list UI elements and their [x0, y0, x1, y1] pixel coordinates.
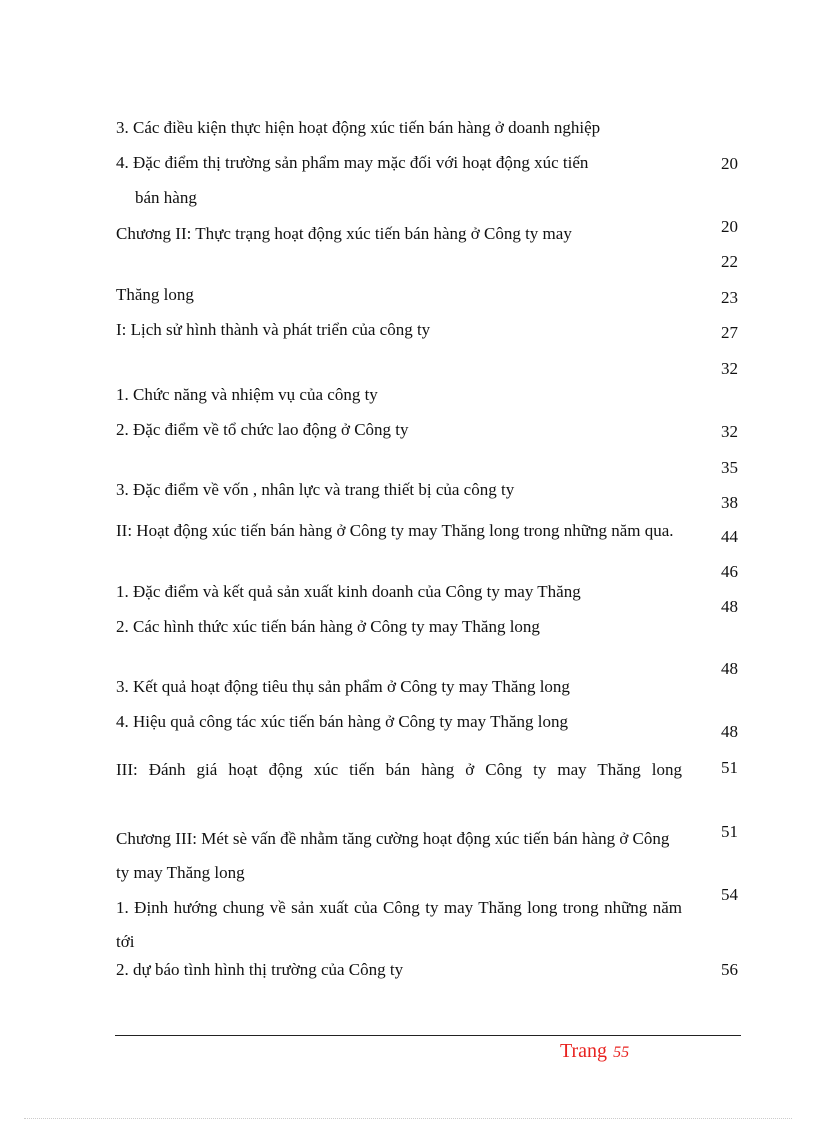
page-number: 46 [721, 562, 738, 581]
page-number: 32 [721, 359, 738, 378]
page-number: 35 [721, 458, 738, 477]
toc-entry: 3. Các điều kiện thực hiện hoạt động xúc tiến bán hàng ở doanh nghiệp [116, 118, 601, 137]
page-number: 56 [721, 960, 738, 979]
toc-entry: 1. Định hướng chung về sản xuất của Công ty may Thăng long trong những năm tới [116, 898, 682, 951]
toc-entry: III: Đánh giá hoạt động xúc tiến bán hàng ở Công ty may Thăng long [116, 760, 682, 779]
toc-entry: Thăng long [116, 285, 194, 304]
page-number: 51 [721, 822, 738, 841]
page-number: 23 [721, 288, 738, 307]
page-number: 20 [721, 154, 738, 173]
toc-entry: 4. Đặc điểm thị trường sản phẩm may mặc đối với hoạt động xúc tiến [116, 153, 589, 172]
page-number: 48 [721, 597, 738, 616]
page-number: 48 [721, 722, 738, 741]
page-number: 32 [721, 422, 738, 441]
page-number: 27 [721, 323, 738, 342]
page-number: 20 [721, 217, 738, 236]
toc-entry: 1. Đặc điểm và kết quả sản xuất kinh doanh của Công ty may Thăng [116, 582, 581, 601]
page-number: 44 [721, 527, 738, 546]
page-number: 51 [721, 758, 738, 777]
page-footer [560, 1040, 629, 1063]
footer-page-number: 55 [613, 1044, 630, 1061]
page-number: 48 [721, 659, 738, 678]
toc-entry: 2. dự báo tình hình thị trường của Công ty [116, 960, 404, 979]
footer-label: Trang [560, 1040, 608, 1062]
page-number: 22 [721, 252, 738, 271]
toc-entry: 1. Chức năng và nhiệm vụ của công ty [116, 385, 378, 404]
toc-entry: 4. Hiệu quả công tác xúc tiến bán hàng ở Công ty may Thăng long [116, 712, 568, 731]
toc-entry: 2. Các hình thức xúc tiến bán hàng ở Công ty may Thăng long [116, 617, 540, 636]
toc-entry: bán hàng [135, 188, 197, 207]
footer-rule [115, 1035, 741, 1036]
toc-entry: 2. Đặc điểm về tổ chức lao động ở Công ty [116, 420, 409, 439]
page-number: 54 [721, 885, 738, 904]
toc-entry: Chương II: Thực trạng hoạt động xúc tiến bán hàng ở Công ty may [116, 224, 572, 243]
toc-entry: I: Lịch sử hình thành và phát triển của công ty [116, 320, 431, 339]
toc-entry: Chương III: Mét sè vấn đề nhằm tăng cường hoạt động xúc tiến bán hàng ở Công ty may Thăng long [116, 829, 670, 882]
toc-entry: II: Hoạt động xúc tiến bán hàng ở Công ty may Thăng long trong những năm qua. [116, 521, 674, 540]
toc-entry: 3. Kết quả hoạt động tiêu thụ sản phẩm ở Công ty may Thăng long [116, 677, 570, 696]
page-number: 38 [721, 493, 738, 512]
page-edge-divider [24, 1118, 792, 1119]
toc-entry: 3. Đặc điểm về vốn , nhân lực và trang thiết bị của công ty [116, 480, 515, 499]
